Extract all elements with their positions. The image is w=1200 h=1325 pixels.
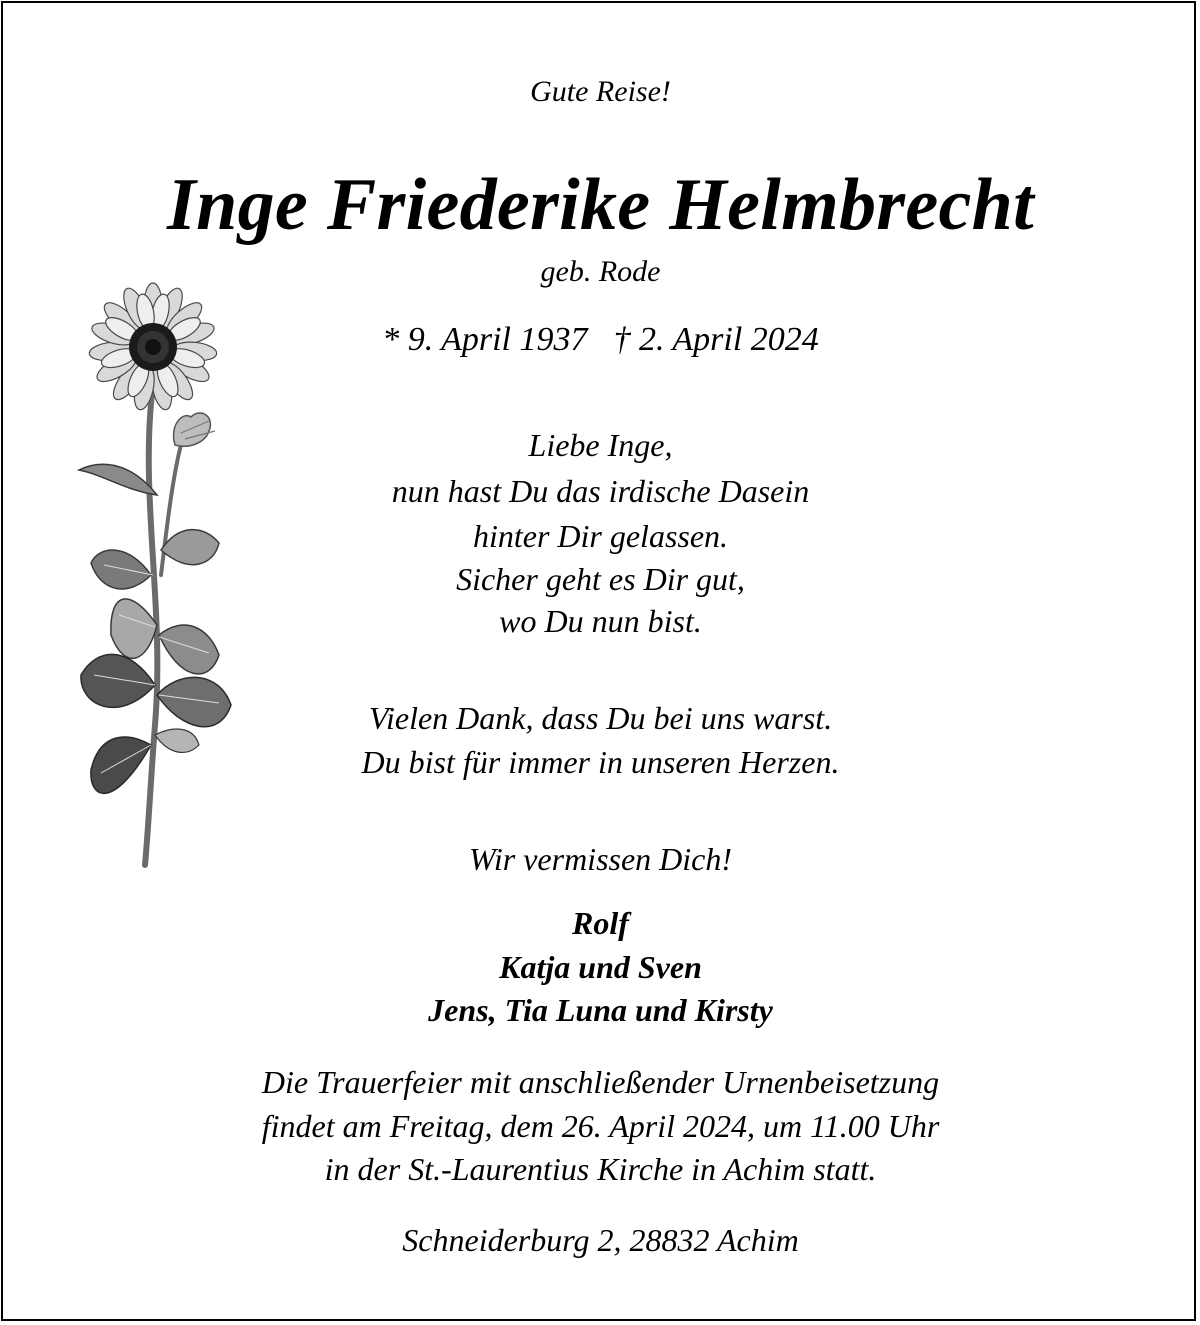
- funeral-info-line: Die Trauerfeier mit anschließender Urnenbeisetzung: [261, 1064, 940, 1100]
- verse-line: nun hast Du das irdische Dasein: [391, 473, 810, 509]
- motto: Gute Reise!: [530, 75, 671, 108]
- thanks-line: Du bist für immer in unseren Herzen.: [361, 744, 840, 780]
- mourner-name: Jens, Tia Luna und Kirsty: [428, 992, 773, 1028]
- sunflower-icon: [69, 275, 249, 875]
- verse-line: Liebe Inge,: [528, 427, 673, 463]
- birth-date: * 9. April 1937: [382, 321, 588, 358]
- mourner-name: Rolf: [572, 905, 629, 941]
- obituary-notice: [1, 1, 1196, 1321]
- address: Schneiderburg 2, 28832 Achim: [402, 1222, 799, 1258]
- funeral-info-line: findet am Freitag, dem 26. April 2024, um 11.00 Uhr: [261, 1108, 940, 1144]
- death-date: † 2. April 2024: [613, 321, 819, 358]
- thanks-line: Vielen Dank, dass Du bei uns warst.: [368, 700, 833, 736]
- deceased-name: Inge Friederike Helmbrecht: [167, 164, 1034, 246]
- funeral-info-line: in der St.-Laurentius Kirche in Achim statt.: [324, 1151, 877, 1187]
- mourner-name: Katja und Sven: [499, 949, 702, 985]
- verse-line: hinter Dir gelassen.: [472, 518, 729, 554]
- miss-line: Wir vermissen Dich!: [468, 841, 733, 877]
- maiden-name: geb. Rode: [540, 255, 661, 288]
- verse-line: wo Du nun bist.: [499, 603, 702, 639]
- verse-line: Sicher geht es Dir gut,: [456, 561, 745, 597]
